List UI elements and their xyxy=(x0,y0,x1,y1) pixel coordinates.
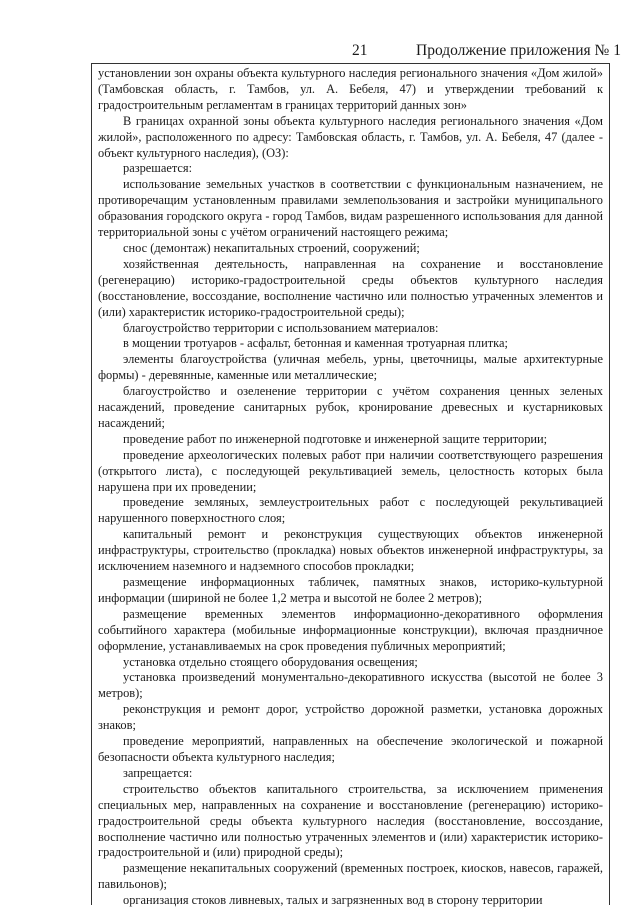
list-item: реконструкция и ремонт дорог, устройство дорожной разметки, установка дорожных знаков; xyxy=(98,702,603,733)
list-item: проведение мероприятий, направленных на обеспечение экологической и пожарной безопасности объекта культурного наследия; xyxy=(98,734,603,764)
appendix-continuation-title: Продолжение приложения № 1 xyxy=(416,42,621,59)
list-item: капитальный ремонт и реконструкция существующих объектов инженерной инфраструктуры, строительство (прокладка) новых объектов инженерной инфраструктуры, за исключением наземного и надземного способов прокладки; xyxy=(98,527,603,574)
list-item: размещение информационных табличек, памятных знаков, историко-культурной информации (шириной не более 1,2 метра и высотой не более 2 метров); xyxy=(98,575,603,605)
list-item: размещение временных элементов информационно-декоративного оформления событийного характера (мобильные информационные конструкции), включая праздничное оформление, устанавливаемых на срок проведения публичных мероприятий; xyxy=(98,606,603,653)
list-item: проведение земляных, землеустроительных работ с последующей рекультивацией нарушенного поверхностного слоя; xyxy=(98,495,603,526)
list-item: установка произведений монументально-декоративного искусства (высотой не более 3 метров); xyxy=(98,670,603,701)
list-item: размещение некапитальных сооружений (временных построек, киосков, навесов, гаражей, павильонов); xyxy=(98,861,603,892)
page-number: 21 xyxy=(352,42,368,59)
document-body xyxy=(98,66,603,909)
list-item: организация стоков ливневых, талых и загрязненных вод в сторону территории xyxy=(123,893,543,908)
paragraph: В границах охранной зоны объекта культурного наследия регионального значения «Дом жилой», расположенного по адресу: Тамбовская область, г. Тамбов, ул. А. Бебеля, 47 (далее - объект культурного наследия), (ОЗ): xyxy=(98,113,603,160)
page-header xyxy=(0,42,640,62)
list-item: проведение археологических полевых работ при наличии соответствующего разрешения (открытого листа), с последующей рекультивацией земель, целостность которых была нарушена при их проведении; xyxy=(98,447,603,494)
list-item: в мощении тротуаров - асфальт, бетонная и каменная тротуарная плитка; xyxy=(123,336,508,351)
list-item: благоустройство и озеленение территории с учётом сохранения ценных зеленых насаждений, проведение санитарных рубок, кронирование древесных и кустарниковых насаждений; xyxy=(98,384,603,430)
section-label-allowed: разрешается: xyxy=(123,161,193,176)
list-item: хозяйственная деятельность, направленная на сохранение и восстановление (регенерацию) историко-градостроительной среды объектов культурного наследия (восстановление, воссоздание, восполнение частично или полностью утраченных элементов и (или) характеристик историко-градостроительной среды); xyxy=(98,256,603,319)
section-label-forbidden: запрещается: xyxy=(123,765,193,780)
list-item: проведение работ по инженерной подготовке и инженерной защите территории; xyxy=(123,431,548,446)
list-item: благоустройство территории с использованием материалов: xyxy=(123,320,439,335)
list-item: установка отдельно стоящего оборудования освещения; xyxy=(123,654,418,669)
list-item: снос (демонтаж) некапитальных строений, сооружений; xyxy=(123,240,420,255)
paragraph: установлении зон охраны объекта культурного наследия регионального значения «Дом жилой» (Тамбовская область, г. Тамбов, ул. А. Бебеля, 47) и утверждении требований к градостроительным регламентам в границах территорий данных зон» xyxy=(98,66,603,112)
list-item: строительство объектов капитального строительства, за исключением применения специальных мер, направленных на сохранение и восстановление (регенерацию) историко-градостроительной среды объекта культурного наследия (восстановление, воссоздание, восполнение частично или полностью утраченных элементов и (или) характеристик историко-градостроительной и (или) природной среды); xyxy=(98,781,603,860)
list-item: использование земельных участков в соответствии с функциональным назначением, не противоречащим установленным правилами землепользования и застройки муниципального образования городского округа - город Тамбов, видам разрешенного использования для данной территориальной зоны с учётом ограничений настоящего режима; xyxy=(98,177,603,240)
list-item: элементы благоустройства (уличная мебель, урны, цветочницы, малые архитектурные формы) - деревянные, каменные или металлические; xyxy=(98,352,603,383)
